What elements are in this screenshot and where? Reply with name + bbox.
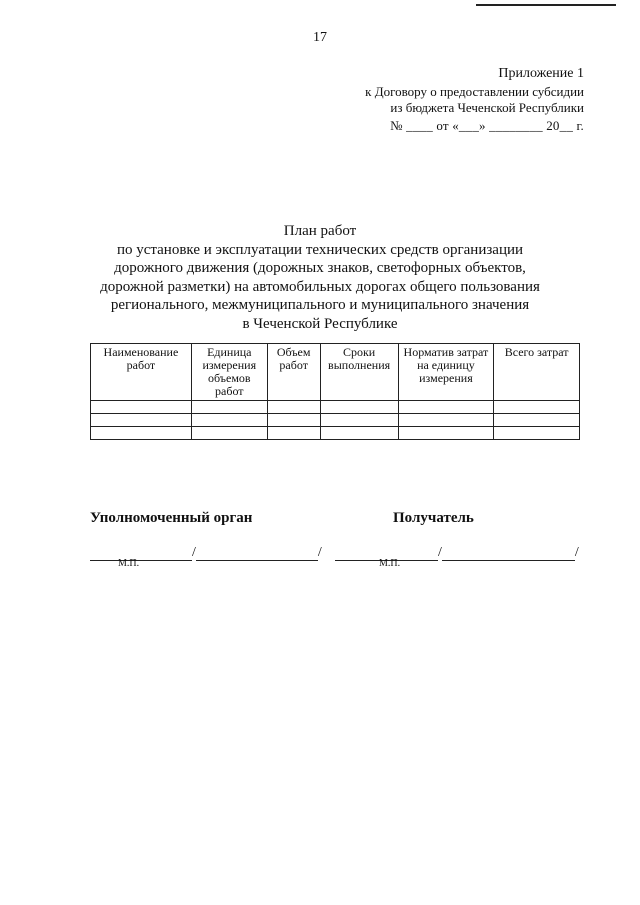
table-cell — [320, 401, 398, 414]
table-header-row — [91, 344, 580, 401]
table-cell — [398, 401, 494, 414]
contract-reference: № ____ от «___» ________ 20__ г. — [390, 118, 584, 133]
appendix-line-1: к Договору о предоставлении субсидии — [365, 84, 584, 99]
plan-heading — [0, 222, 640, 333]
table-cell — [320, 427, 398, 440]
table-cell — [398, 427, 494, 440]
table-row — [91, 414, 580, 427]
works-table — [90, 343, 580, 440]
plan-title: План работ — [283, 223, 357, 239]
table-cell — [91, 401, 192, 414]
table-cell — [267, 427, 320, 440]
col-header-name: Наименование работ — [91, 344, 192, 401]
table-cell — [191, 427, 267, 440]
signature-slash: / — [192, 545, 196, 560]
table-cell — [267, 401, 320, 414]
col-header-norm: Норматив затрат на единицу измерения — [398, 344, 494, 401]
table-cell — [267, 414, 320, 427]
col-header-unit: Единица измерения объемов работ — [191, 344, 267, 401]
table-cell — [191, 401, 267, 414]
table-cell — [494, 401, 580, 414]
name-blank — [196, 548, 318, 561]
recipient-signature-line — [335, 545, 579, 561]
col-header-terms: Сроки выполнения — [320, 344, 398, 401]
recipient-title: Получатель — [393, 510, 474, 526]
stamp-place-right: М.П. — [379, 558, 401, 569]
table-row — [91, 427, 580, 440]
appendix-line-2: из бюджета Чеченской Республики — [390, 100, 584, 115]
appendix-block — [365, 66, 584, 134]
stamp-place-left: М.П. — [118, 558, 140, 569]
table-cell — [191, 414, 267, 427]
table-cell — [320, 414, 398, 427]
col-header-volume: Объем работ — [267, 344, 320, 401]
table-cell — [398, 414, 494, 427]
signature-slash: / — [574, 545, 579, 560]
table-cell — [91, 427, 192, 440]
signature-slash: / — [438, 545, 442, 560]
signature-slash: / — [317, 545, 322, 560]
top-border-line — [476, 0, 616, 6]
appendix-title: Приложение 1 — [498, 66, 584, 81]
authorized-body-title: Уполномоченный орган — [90, 510, 253, 526]
plan-line-4: регионального, межмуниципального и муниципального значения — [110, 297, 530, 313]
table-cell — [494, 414, 580, 427]
col-header-total: Всего затрат — [494, 344, 580, 401]
plan-line-5: в Чеченской Республике — [242, 315, 398, 332]
table-cell — [91, 414, 192, 427]
name-blank — [442, 548, 575, 561]
plan-line-2: дорожного движения (дорожных знаков, светофорных объектов, — [114, 260, 526, 276]
plan-line-1: по установке и эксплуатации технических средств организации — [116, 241, 524, 258]
page-number: 17 — [313, 30, 327, 45]
table-cell — [494, 427, 580, 440]
plan-line-3: дорожной разметки) на автомобильных дорогах общего пользования — [100, 278, 540, 295]
signature-blank — [90, 548, 192, 561]
table-row — [91, 401, 580, 414]
